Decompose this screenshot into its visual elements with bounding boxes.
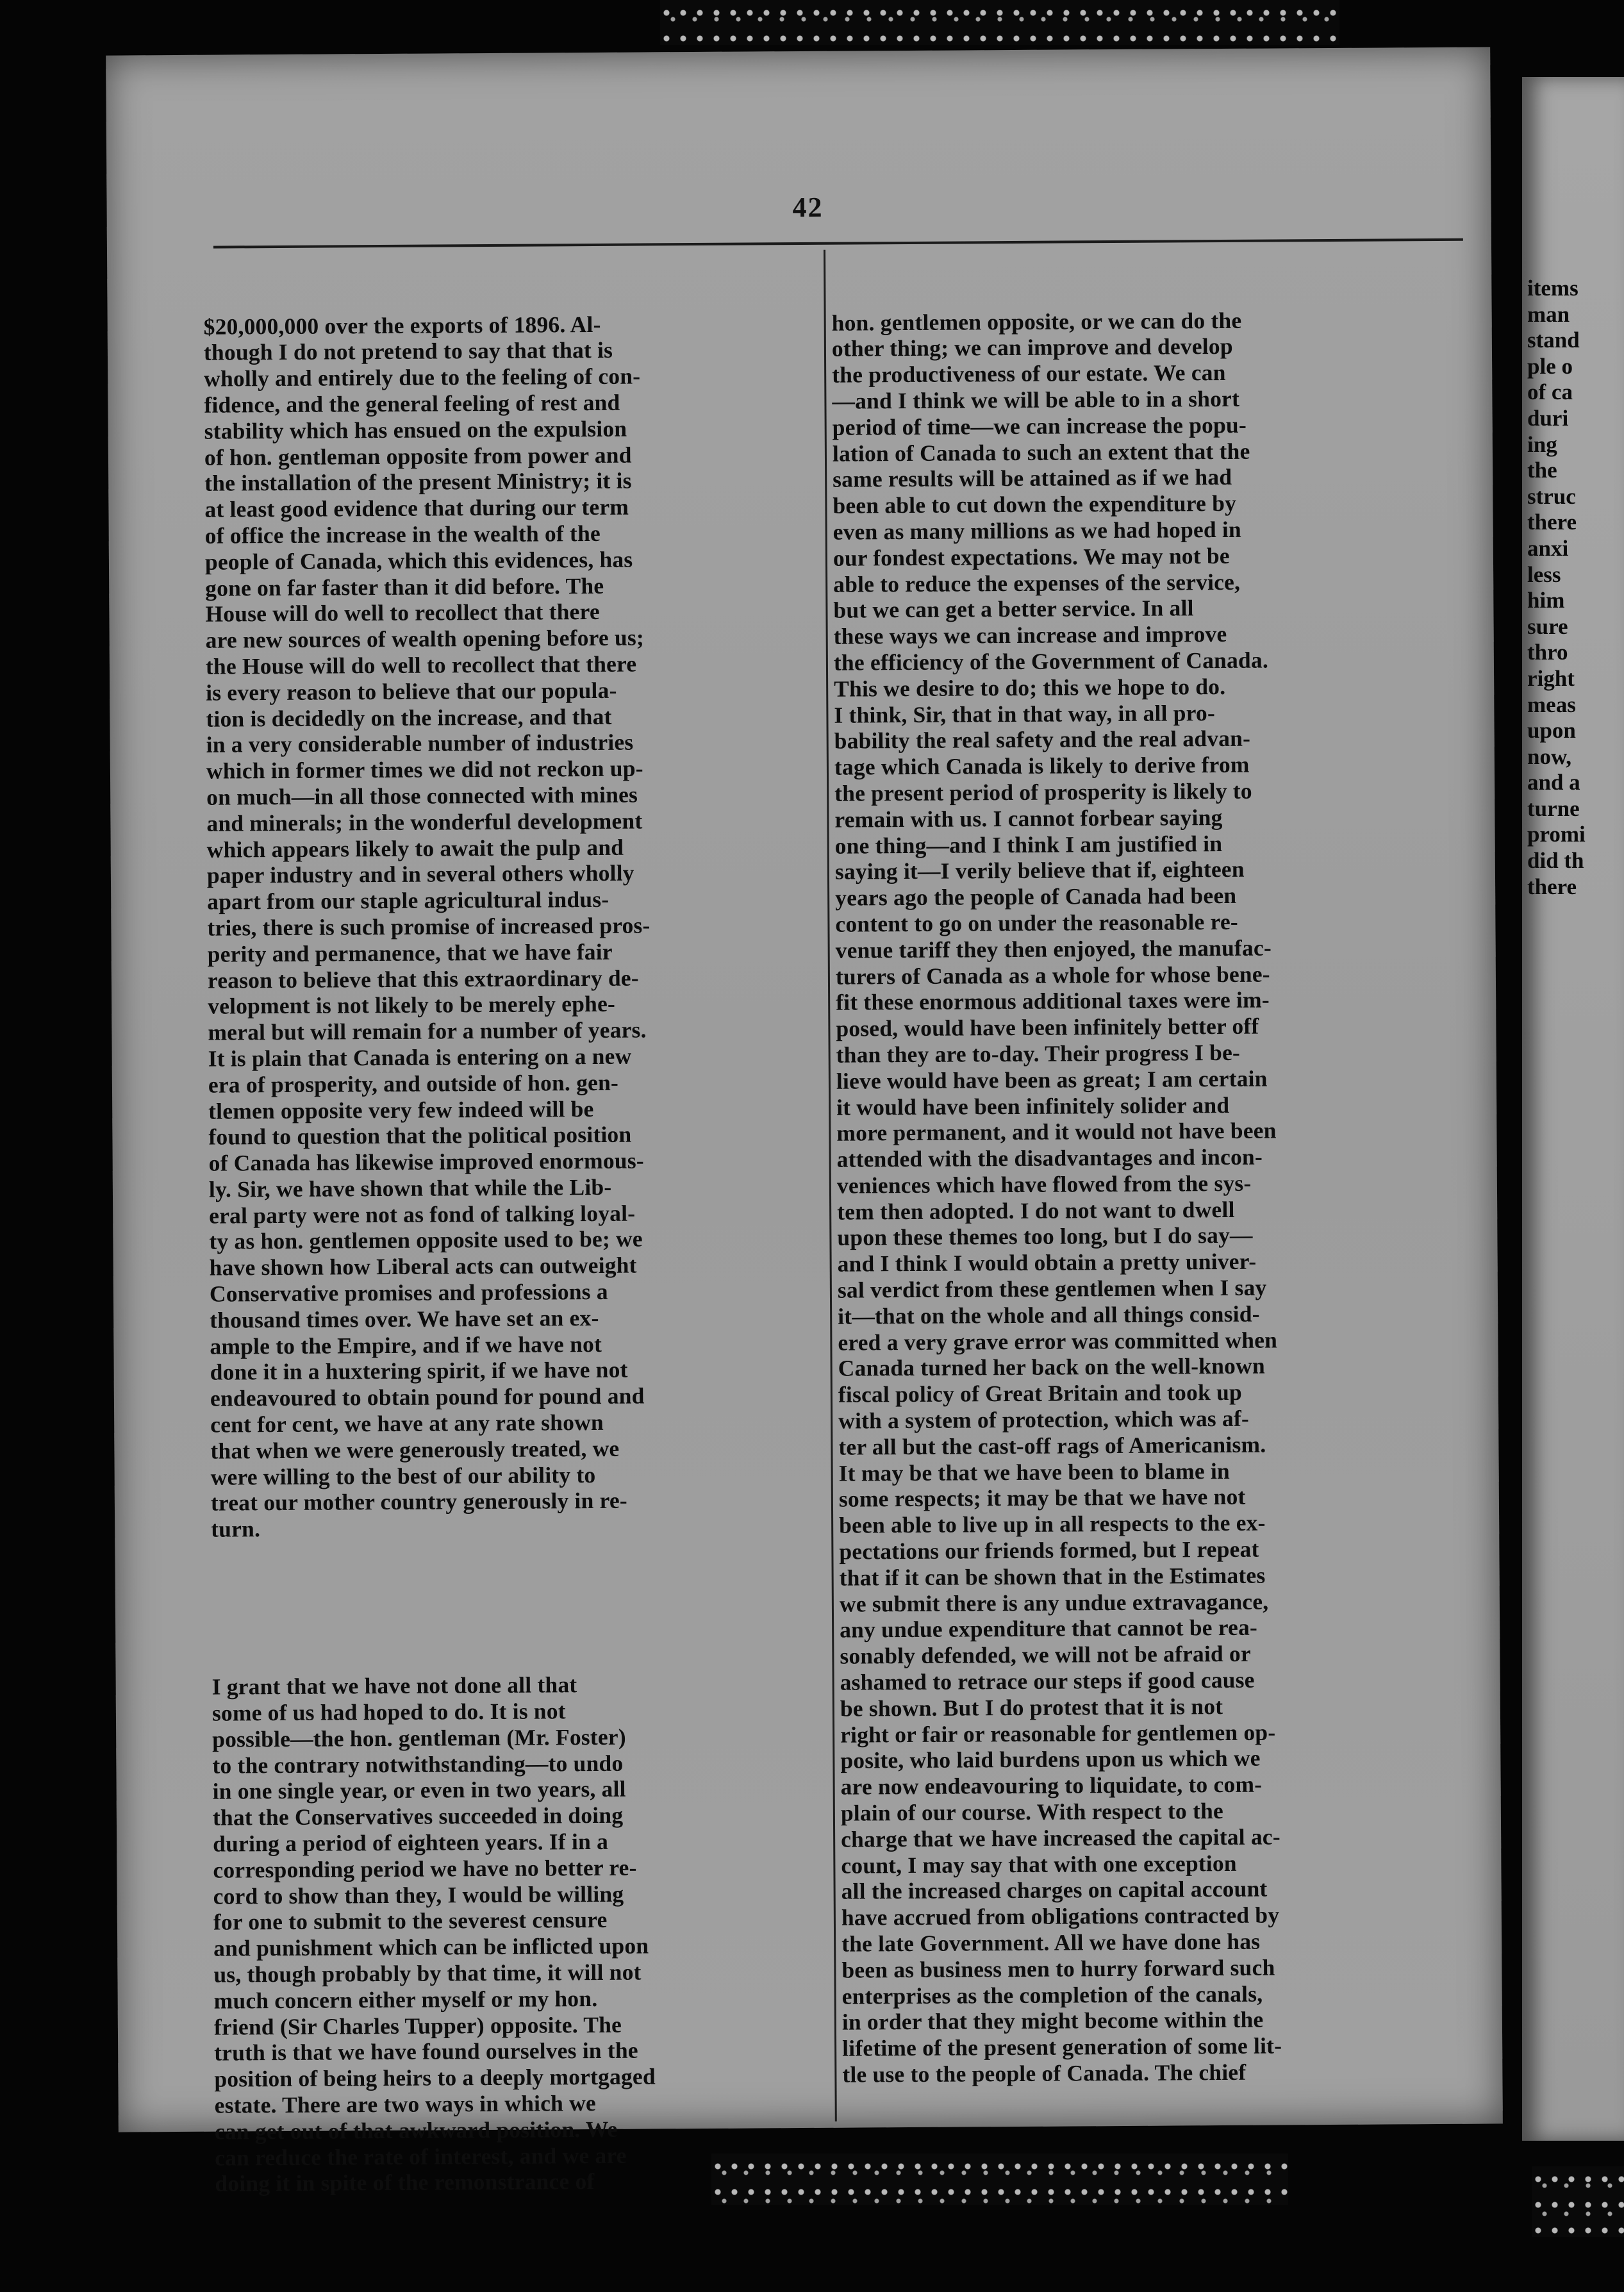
left-paragraph-2: I grant that we have not done all that some of us had hoped to do. It is not possible—the hon. gentleman (Mr. Foster) to the contrary notwithstanding—to undo in one single year, or even in two years, all that the Conservatives succeeded in doing during a period of eighteen years. If in a corresponding period we have no better re- cord to show than they, I would be willing for one to submit to the severest censure and punishment which can be inflicted upon us, though probably by that time, it will not much concern either myself or my hon. friend (Sir Charles Tupper) opposite. The truth is that we have found ourselves in the position of being heirs to a deeply mortgaged estate. There are two ways in which we can get out of that awkward position. We can reduce the rate of interest, and we are doing it in spite of the remonstrance of — [211, 1672, 656, 2197]
right-column — [831, 255, 1282, 2141]
header-rule — [213, 238, 1463, 249]
ornament-top — [660, 0, 1339, 45]
paragraph-gap — [211, 1592, 654, 1622]
ornament-bottom-right — [1532, 2166, 1624, 2237]
adjacent-page-edge — [1522, 77, 1624, 2141]
ornament-bottom — [711, 2154, 1288, 2205]
right-paragraph: hon. gentlemen opposite, or we can do the other thing; we can improve and develop the productiveness of our estate. We can —and I think we will be able to in a short period of time—we can increase the popu- lation of Canada to such an extent that the same results will be attained as if we had been able to cut down the expenditure by even as many millions as we had hoped in our fondest expectations. We may not be able to reduce the expenses of the service, but we can get a better service. In all these ways we can increase and improve the efficiency of the Government of Canada. This we desire to do; this we hope to do. I think, Sir, that in that way, in all pro- bability the real safety and the real advan- tage which Canada is likely to derive from the present period of prosperity is likely to remain with us. I cannot forbear saying one thing—and I think I am justified in saying it—I verily believe that if, eighteen years ago the people of Canada had been content to go on under the reasonable re- venue tariff they then enjoyed, the manufac- turers of Canada as a whole for whose bene- fit these enormous additional taxes were im- posed, would have been infinitely better off than they are to-day. Their progress I be- lieve would have been as great; I am certain it would have been infinitely solider and more permanent, and it would not have been attended with the disadvantages and incon- veniences which have flowed from the sys- tem then adopted. I do not want to dwell upon these themes too long, but I do say— and I think I would obtain a pretty univer- sal verdict from these gentlemen when I say it—that on the whole and all things consid- ered a very grave error was committed when Canada turned her back on the well-known fiscal policy of Great Britain and took up with a system of protection, which was af- ter all but the cast-off rags of Americanism. It may be that we have been to blame in some respects; it may be that we have not been able to live up in all respects to the ex- pectations our friends formed, but I repeat that if it can be shown that in the Estimates we submit there is any undue extravagance, any undue expenditure that cannot be rea- sonably defended, we will not be afraid or ashamed to retrace our steps if good cause be shown. But I do protest that it is not right or fair or reasonable for gentlemen op- posite, who laid burdens upon us which we are now endeavouring to liquidate, to com- plain of our course. With respect to the charge that we have increased the capital ac- count, I may say that with one exception all the increased charges on capital account have accrued from obligations contracted by the late Government. All we have done has been as business men to hurry forward such enterprises as the completion of the canals, in order that they might become within the lifetime of the present generation of some lit- tle use to the people of Canada. The chief — [831, 307, 1282, 2088]
left-column — [203, 258, 658, 2249]
document-page — [106, 47, 1503, 2197]
left-paragraph-1: $20,000,000 over the exports of 1896. Al- though I do not pretend to say that that is wholly and entirely due to the feeling of con- fidence, and the general feeling of rest and stability which has ensued on the expulsion of hon. gentleman opposite from power and the installation of the present Ministry; it is at least good evidence that during our term of office the increase in the wealth of the people of Canada, which this evidences, has gone on far faster than it did before. The House will do well to recollect that there are new sources of wealth opening before us; the House will do well to recollect that there is every reason to believe that our popula- tion is decidedly on the increase, and that in a very considerable number of industries which in former times we did not reckon up- on much—in all those connected with mines and minerals; in the wonderful development which appears likely to await the pulp and paper industry and in several others wholly apart from our staple agricultural indus- tries, there is such promise of increased pros- perity and permanence, that we have fair reason to believe that this extraordinary de- velopment is not likely to be merely ephe- meral but will remain for a number of years. It is plain that Canada is entering on a new era of prosperity, and outside of hon. gen- tlemen opposite very few indeed will be found to question that the political position of Canada has likewise improved enormous- ly. Sir, we have shown that while the Lib- eral party were not as fond of talking loyal- ty as hon. gentlemen opposite used to be; we have shown how Liberal acts can outweight Conservative promises and professions a thousand times over. We have set an ex- ample to the Empire, and if we have not done it in a huxtering spirit, if we have not endeavoured to obtain pound for pound and cent for cent, we have at any rate shown that when we were generously treated, we were willing to the best of our ability to treat our mother country generously in re- turn. — [203, 311, 650, 1542]
page-number: 42 — [792, 191, 824, 224]
adjacent-page-text: items man stand ple o of ca duri ing the struc there anxi less him sure thro right meas upon now, and a turne promi did th there — [1527, 276, 1586, 899]
